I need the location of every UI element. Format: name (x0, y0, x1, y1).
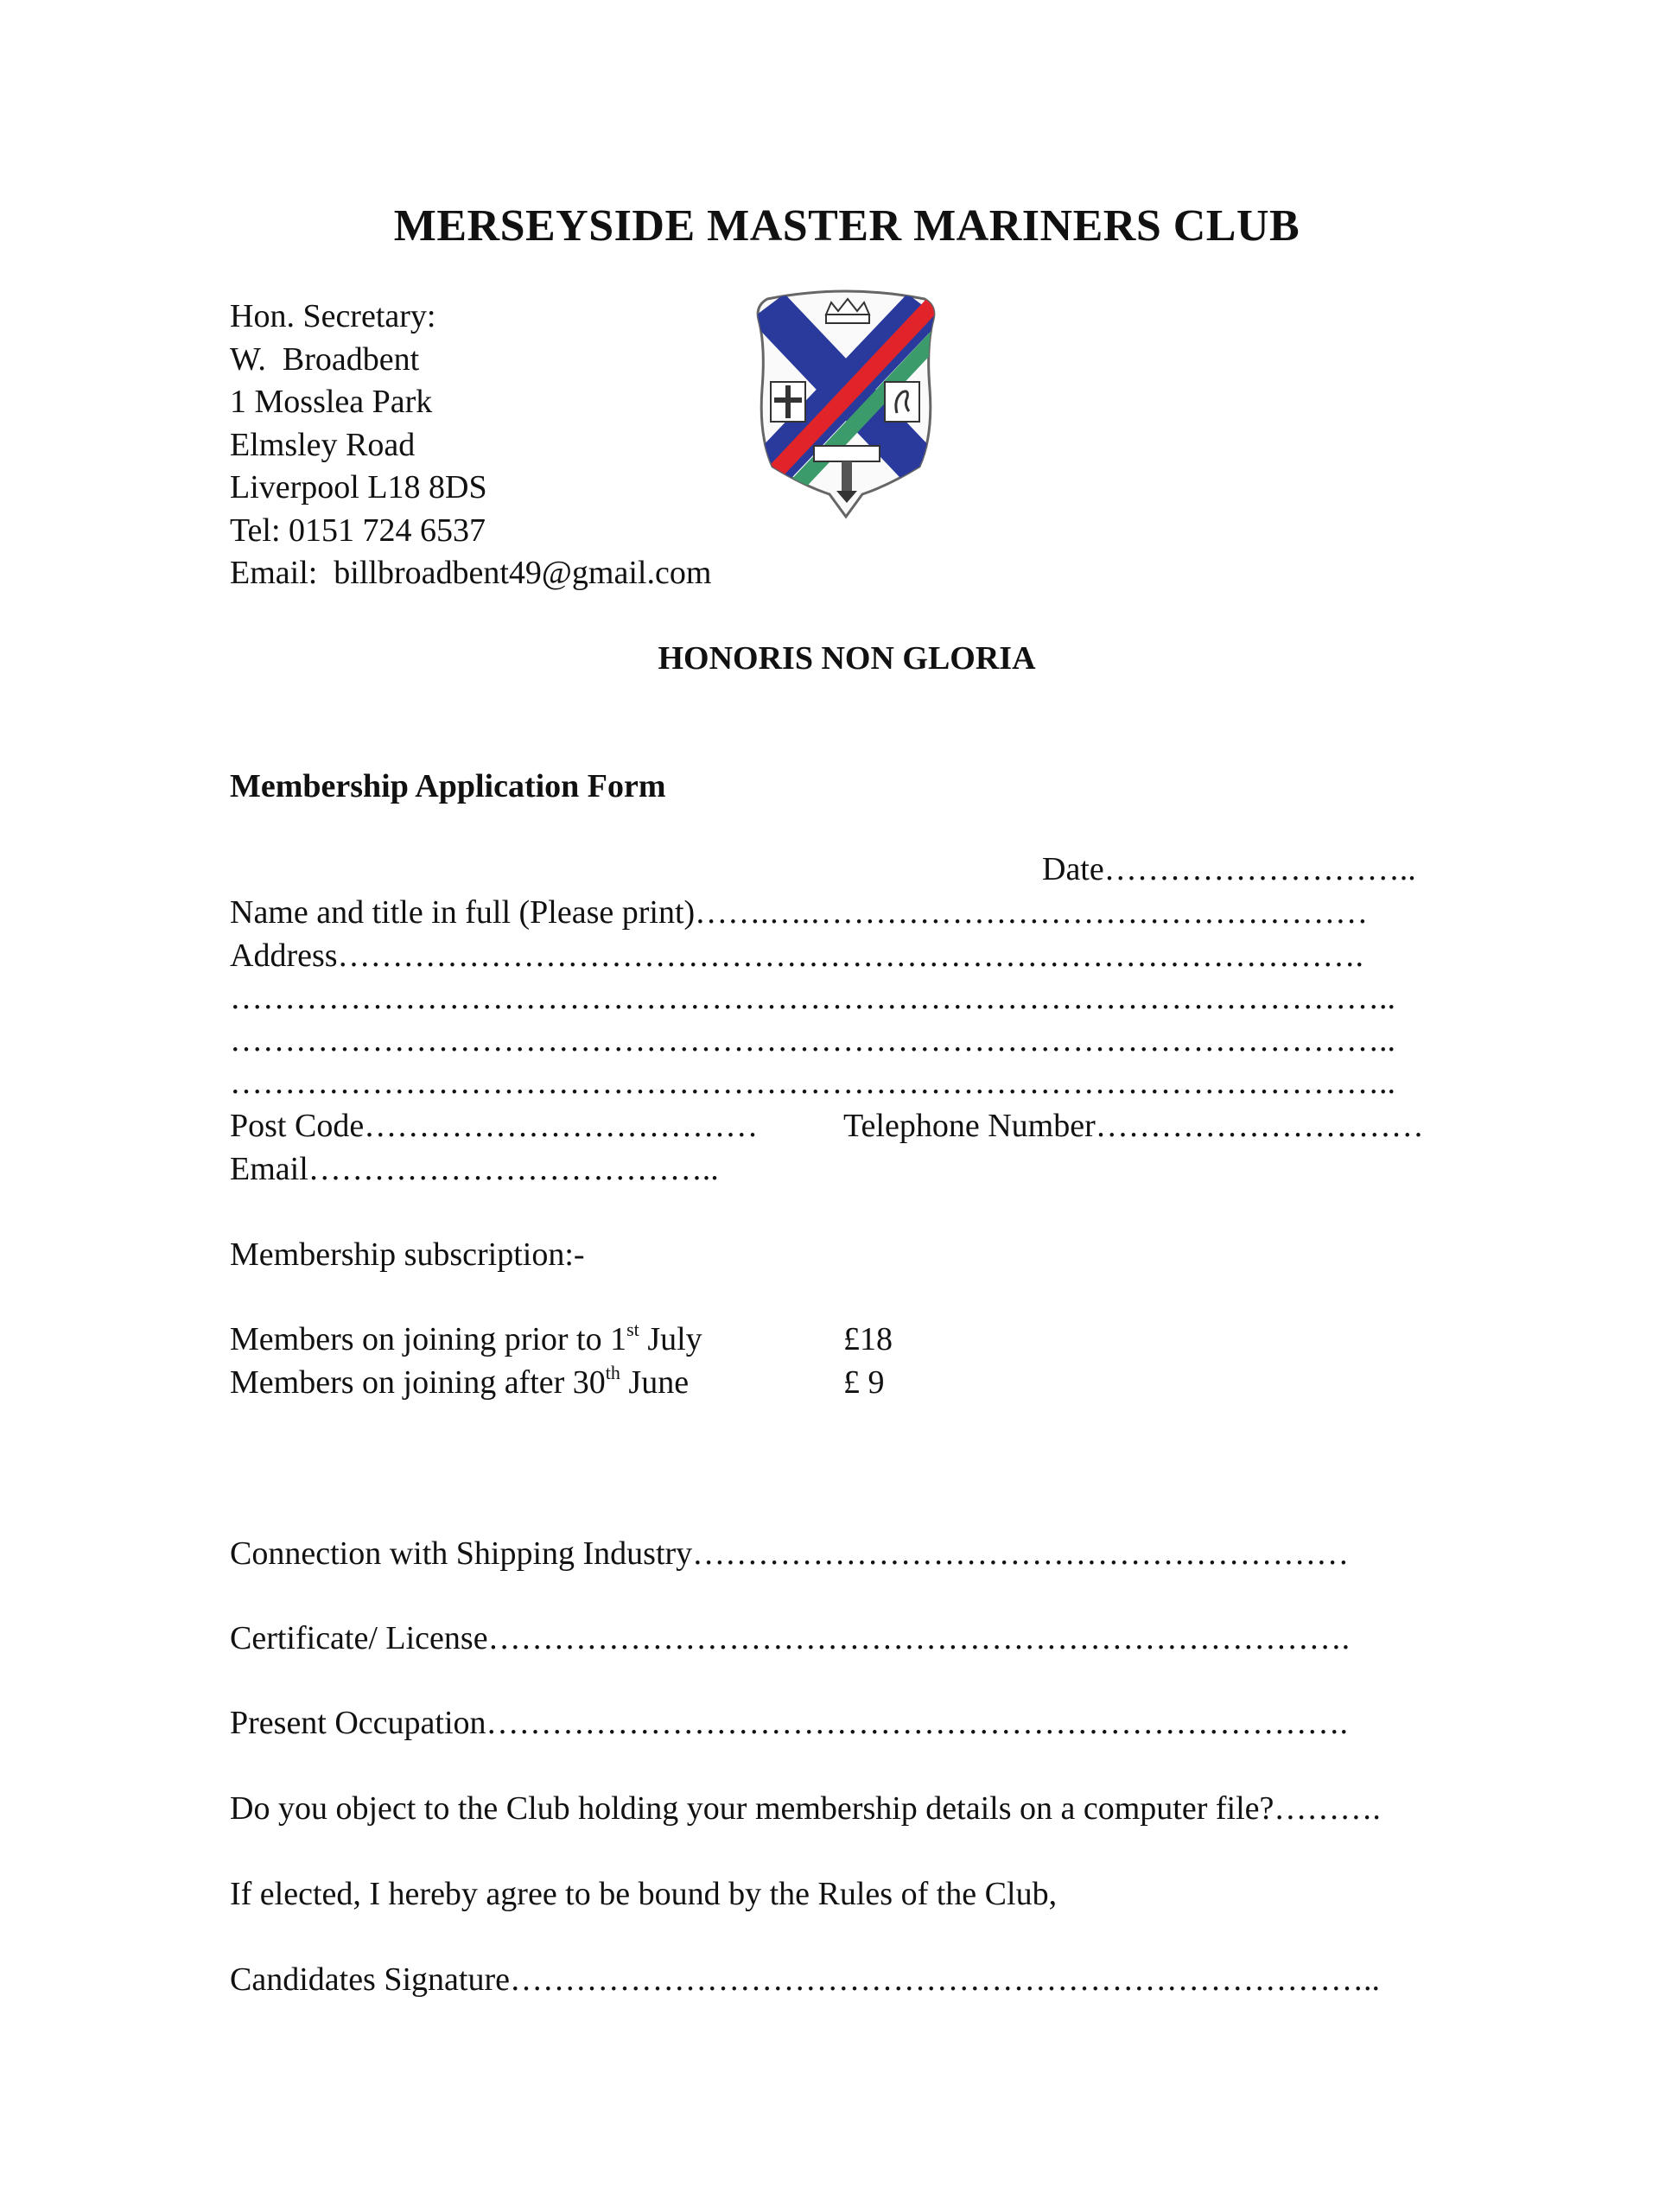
secretary-name: W. Broadbent (230, 340, 420, 378)
telephone-field[interactable]: Telephone Number………………………… (843, 1108, 1424, 1144)
ordinal-suffix: st (626, 1319, 639, 1340)
postcode-field[interactable]: Post Code……………………………… (230, 1108, 759, 1144)
name-field[interactable]: Name and title in full (Please print)…….….…………………………………………… (230, 894, 1369, 931)
subscription-row-2 (230, 1363, 689, 1402)
subscription-text-end: July (639, 1321, 702, 1357)
signature-field[interactable]: Candidates Signature…………………………………………………………………….. (230, 1961, 1380, 1998)
address-line-2: Elmsley Road (230, 426, 416, 463)
club-crest-shield-icon (741, 285, 950, 536)
form-heading: Membership Application Form (230, 768, 666, 804)
address-field[interactable]: Address…………………………………………………………………………………. (230, 938, 1364, 974)
ordinal-suffix: th (605, 1362, 620, 1383)
certificate-field[interactable]: Certificate/ License……………………………………………………………………. (230, 1620, 1351, 1656)
club-motto: HONORIS NON GLORIA (658, 640, 1036, 677)
subscription-text-end: June (620, 1364, 690, 1401)
address-field-line-2[interactable]: …………………………………………………………………………………………….. (230, 980, 1395, 1016)
club-title: MERSEYSIDE MASTER MARINERS CLUB (393, 201, 1300, 251)
subscription-fee-1: £18 (843, 1321, 893, 1357)
occupation-field[interactable]: Present Occupation……………………………………………………………………. (230, 1705, 1349, 1741)
subscription-fee-2: £ 9 (843, 1364, 885, 1401)
subscription-text: Members on joining after 30 (230, 1364, 606, 1401)
subscription-text: Members on joining prior to 1 (230, 1321, 627, 1357)
secretary-role: Hon. Secretary: (230, 298, 436, 334)
secretary-email: Email: billbroadbent49@gmail.com (230, 555, 712, 591)
secretary-address-block (230, 296, 711, 595)
address-field-line-4[interactable]: …………………………………………………………………………………………….. (230, 1065, 1395, 1101)
address-line-1: 1 Mosslea Park (230, 384, 433, 420)
secretary-telephone: Tel: 0151 724 6537 (230, 512, 486, 549)
address-line-3: Liverpool L18 8DS (230, 469, 487, 505)
date-field[interactable]: Date……………………….. (1042, 851, 1416, 887)
subscription-row-1 (230, 1320, 702, 1358)
subscription-heading: Membership subscription:- (230, 1236, 585, 1273)
data-consent-question[interactable]: Do you object to the Club holding your membership details on a computer file?………. (230, 1790, 1381, 1827)
address-field-line-3[interactable]: …………………………………………………………………………………………….. (230, 1022, 1395, 1058)
shipping-connection-field[interactable]: Connection with Shipping Industry…………………………………………………… (230, 1535, 1350, 1572)
rules-agreement: If elected, I hereby agree to be bound by the Rules of the Club, (230, 1876, 1058, 1912)
email-field[interactable]: Email……………………………….. (230, 1151, 719, 1187)
